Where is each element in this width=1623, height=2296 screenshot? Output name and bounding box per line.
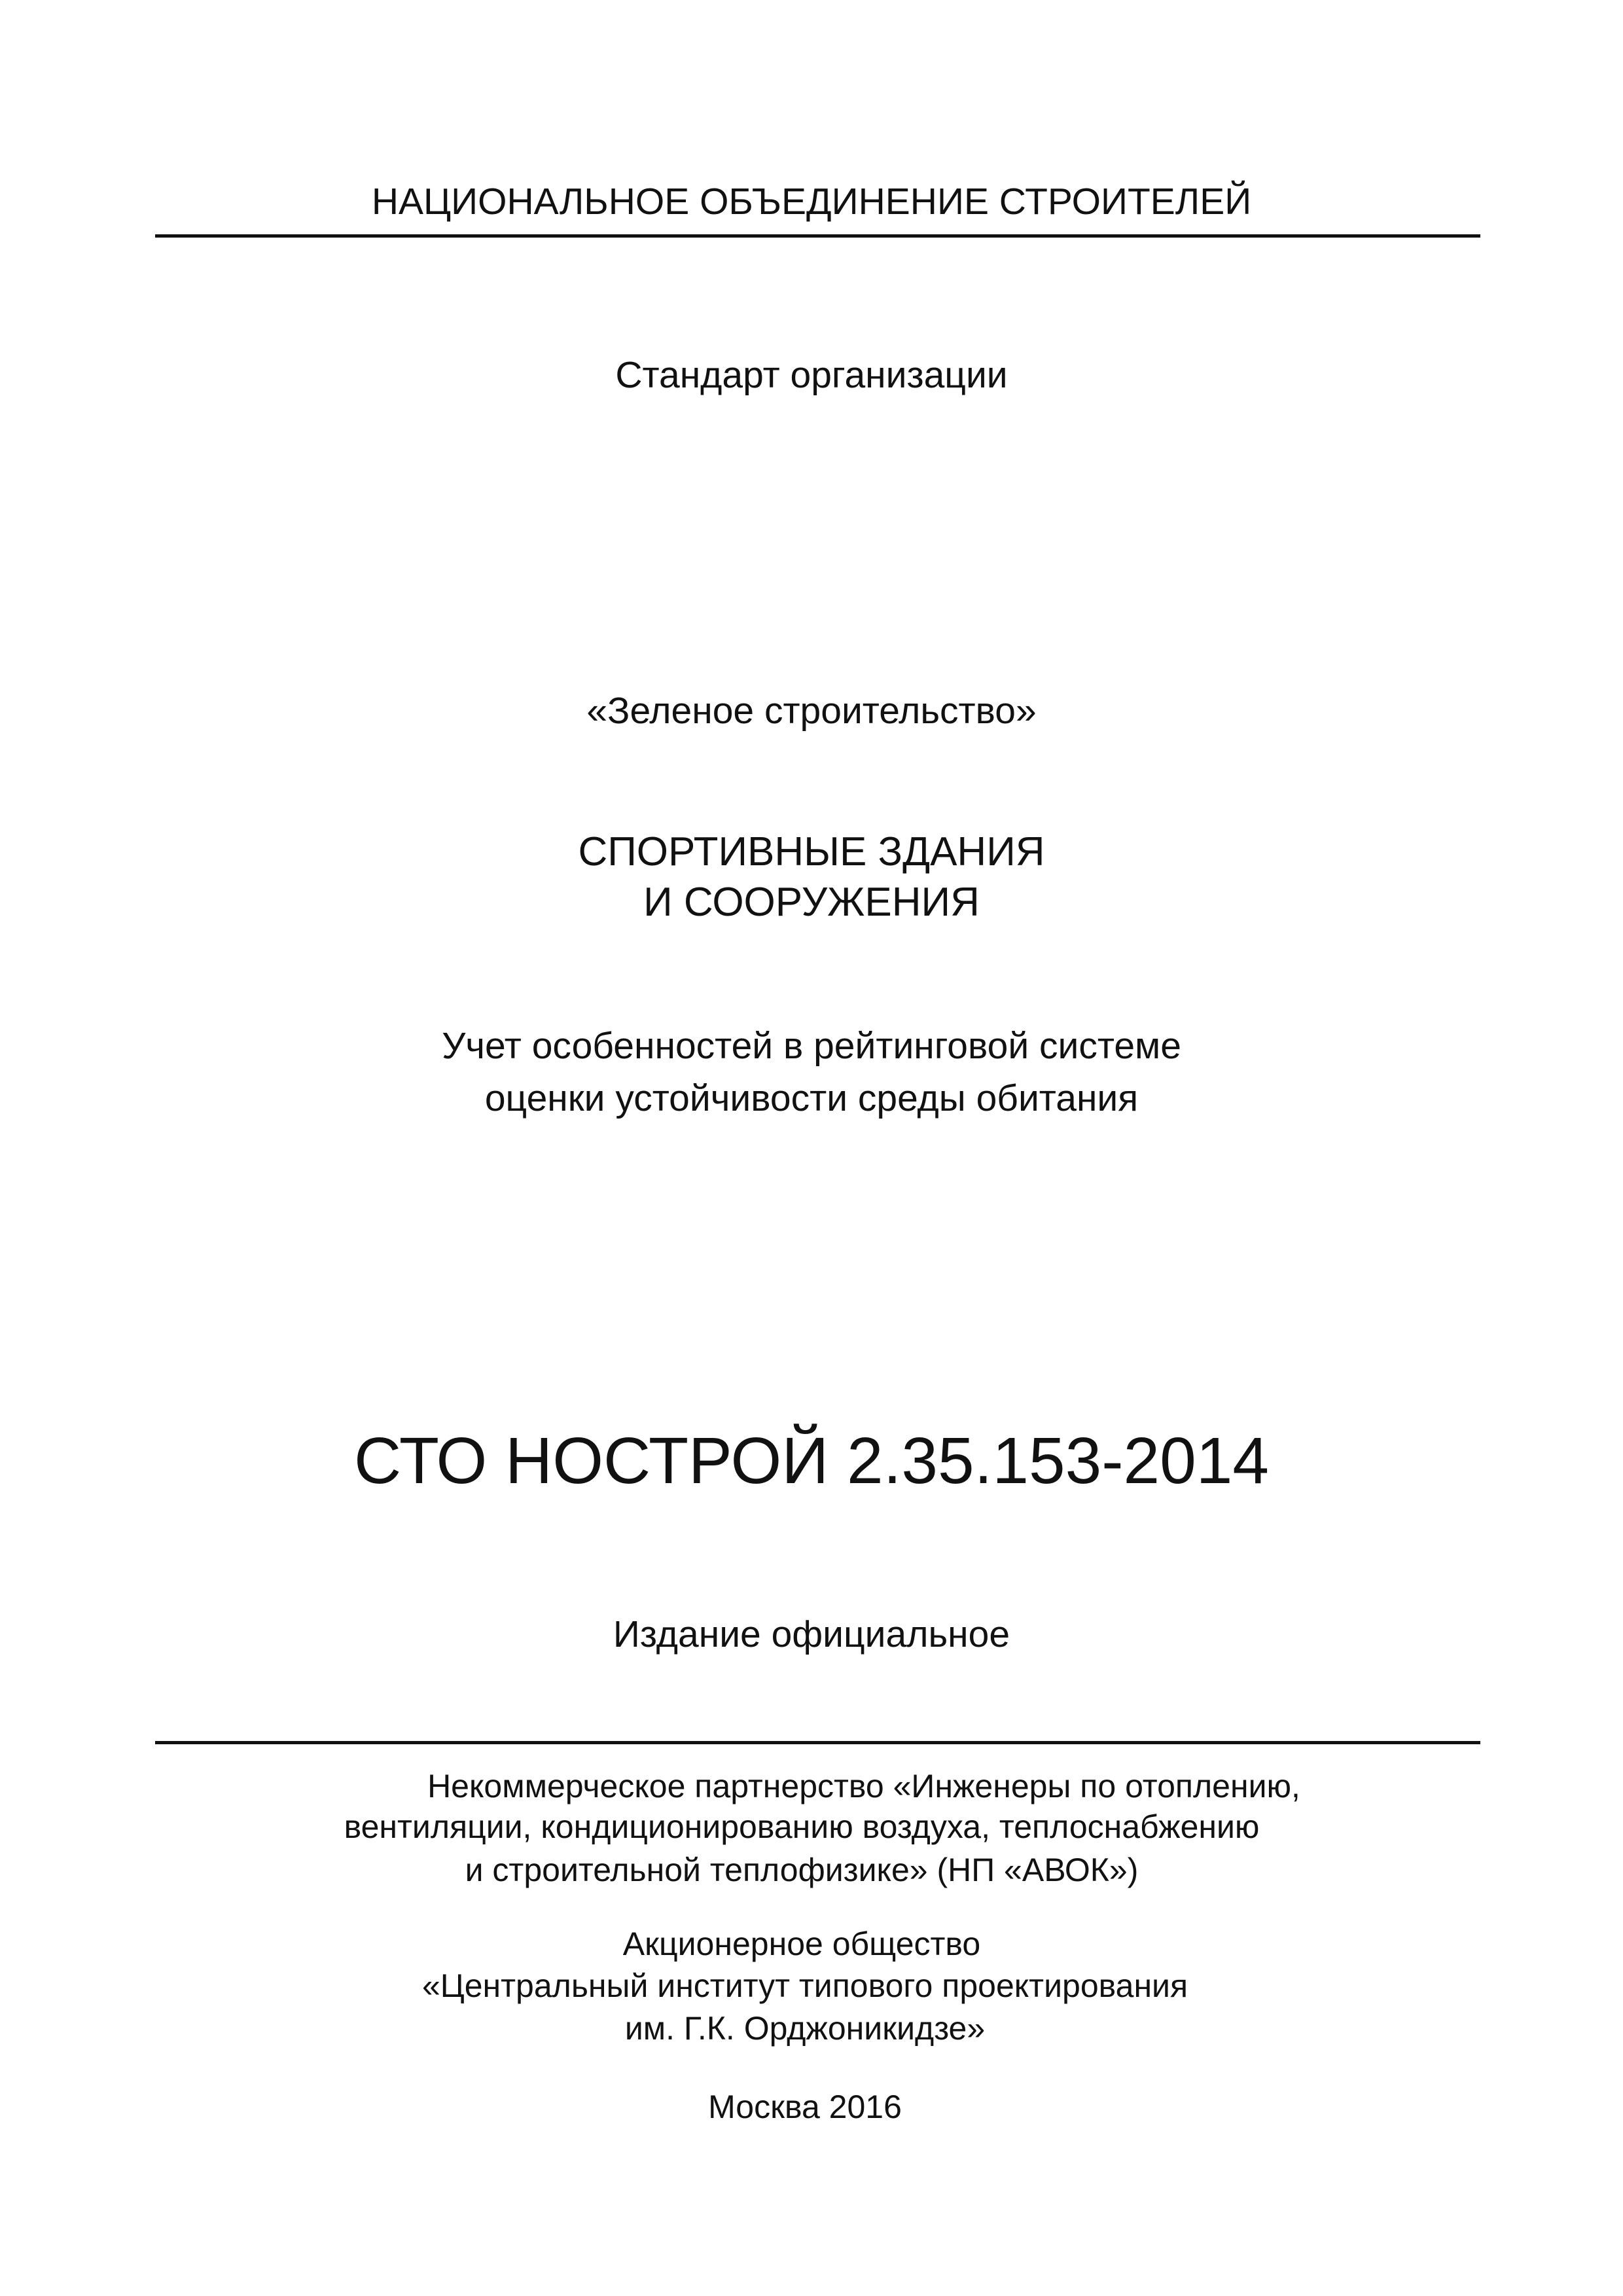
standard-code: СТО НОСТРОЙ 2.35.153-2014 bbox=[354, 1424, 1269, 1498]
series-name: «Зеленое строительство» bbox=[586, 690, 1037, 732]
publisher-company-line-3: им. Г.К. Орджоникидзе» bbox=[624, 2010, 986, 2047]
title-line-1: СПОРТИВНЫЕ ЗДАНИЯ bbox=[578, 829, 1045, 874]
document-type: Стандарт организации bbox=[615, 354, 1008, 396]
top-divider bbox=[155, 234, 1480, 238]
publisher-company-line-1: Акционерное общество bbox=[622, 1926, 981, 1962]
bottom-divider bbox=[155, 1741, 1480, 1744]
edition-label: Издание официальное bbox=[613, 1613, 1010, 1655]
publisher-partnership-line-1: Некоммерческое партнерство «Инженеры по отоплению, bbox=[427, 1768, 1300, 1804]
subtitle-line-2: оценки устойчивости среды обитания bbox=[484, 1077, 1139, 1119]
subtitle-line-1: Учет особенностей в рейтинговой системе bbox=[442, 1025, 1181, 1067]
publisher-partnership-line-3: и строительной теплофизике» (НП «АВОК») bbox=[465, 1852, 1139, 1888]
title-line-2: И СООРУЖЕНИЯ bbox=[643, 880, 980, 925]
organization-header: НАЦИОНАЛЬНОЕ ОБЪЕДИНЕНИЕ СТРОИТЕЛЕЙ bbox=[371, 181, 1252, 223]
publisher-partnership-line-2: вентиляции, кондиционированию воздуха, теплоснабжению bbox=[344, 1808, 1260, 1845]
city-year: Москва 2016 bbox=[708, 2089, 902, 2125]
publisher-company-line-2: «Центральный институт типового проектирования bbox=[421, 1967, 1188, 2004]
